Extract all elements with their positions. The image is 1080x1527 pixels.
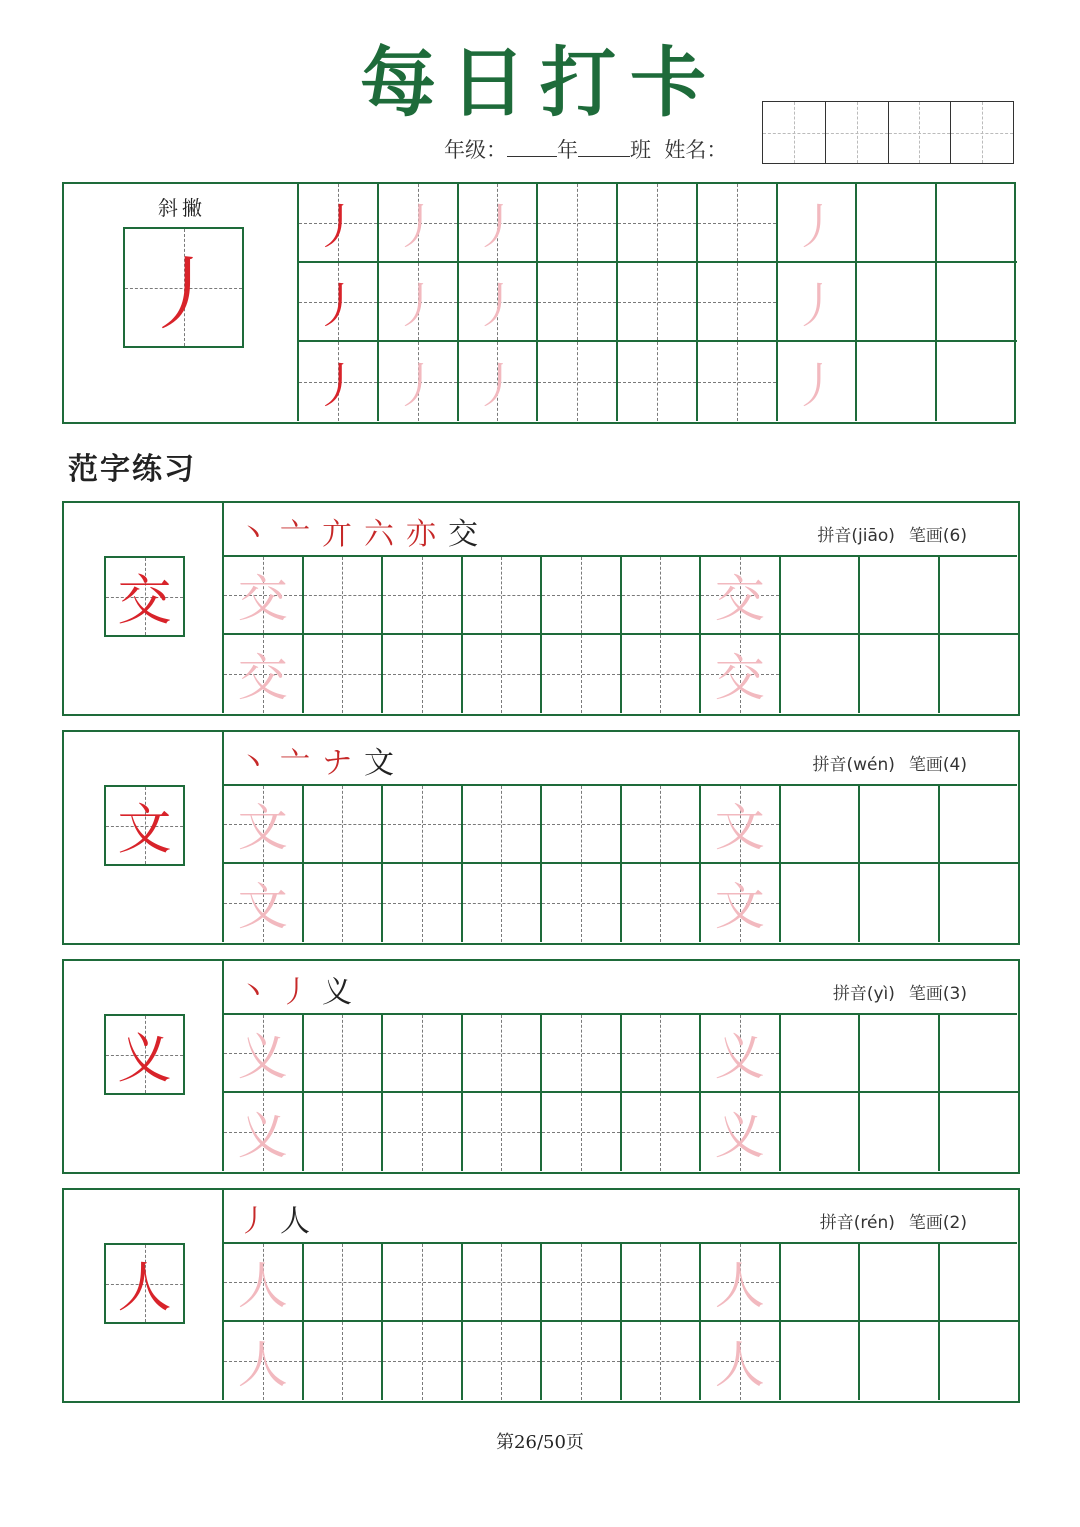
character-practice-cell[interactable] [701, 864, 781, 942]
character-sample-cell [104, 1014, 185, 1095]
stroke-trace-glyph: 丿 [313, 358, 362, 414]
character-practice-cell[interactable] [701, 557, 781, 635]
character-practice-cell[interactable] [781, 1093, 861, 1171]
trace-glyph: 人 [714, 1257, 765, 1315]
stroke-order-sequence [238, 967, 364, 1011]
character-practice-cell[interactable] [781, 557, 861, 635]
character-practice-cell[interactable] [304, 1015, 384, 1093]
stroke-practice-cell[interactable] [778, 263, 858, 342]
trace-glyph: 文 [237, 878, 288, 936]
name-grid[interactable] [762, 101, 1014, 164]
stroke-order-sequence [238, 738, 406, 782]
character-practice-cell[interactable] [224, 1093, 304, 1171]
character-practice-cell[interactable] [383, 1015, 463, 1093]
character-practice-panel [222, 961, 1017, 1171]
character-practice-cell[interactable] [304, 635, 384, 713]
stroke-practice-cell[interactable] [299, 342, 379, 421]
stroke-trace-glyph: 丿 [393, 278, 442, 334]
stroke-order-row [224, 961, 1017, 1015]
trace-glyph: 义 [714, 1028, 765, 1086]
stroke-practice-cell[interactable] [459, 342, 539, 421]
character-practice-cell[interactable] [383, 1093, 463, 1171]
character-practice-cell[interactable] [860, 1244, 940, 1322]
character-sample-glyph: 交 [117, 569, 172, 632]
section-title: 范字练习 [68, 452, 196, 487]
stroke-practice-cell[interactable] [937, 184, 1017, 263]
character-meta [813, 750, 968, 775]
stroke-order-step: 亠 [280, 746, 314, 781]
character-sample-glyph: 文 [117, 798, 172, 861]
stroke-trace-glyph: 丿 [473, 358, 522, 414]
character-practice-cell[interactable] [940, 635, 1020, 713]
character-practice-cell[interactable] [701, 786, 781, 864]
stroke-trace-glyph: 丿 [313, 199, 362, 255]
stroke-order-step: 义 [322, 975, 356, 1010]
character-block [62, 501, 1020, 716]
character-practice-cell[interactable] [542, 635, 622, 713]
character-practice-cell[interactable] [622, 557, 702, 635]
character-practice-cell[interactable] [701, 1322, 781, 1400]
trace-glyph: 交 [237, 570, 288, 628]
trace-glyph: 交 [237, 649, 288, 707]
stroke-trace-glyph: 丿 [473, 199, 522, 255]
stroke-name: 斜撇 [158, 196, 206, 220]
character-sample-cell [104, 1243, 185, 1324]
character-practice-cell[interactable] [860, 786, 940, 864]
pinyin-label: 拼音(rén) [819, 1213, 895, 1233]
character-practice-cell[interactable] [542, 1322, 622, 1400]
character-practice-cell[interactable] [940, 864, 1020, 942]
character-practice-cell[interactable] [304, 864, 384, 942]
character-practice-cell[interactable] [622, 1322, 702, 1400]
character-block [62, 730, 1020, 945]
year-unit: 年 [557, 138, 578, 162]
character-block [62, 1188, 1020, 1403]
character-sample-cell [104, 556, 185, 637]
trace-glyph: 文 [714, 799, 765, 857]
character-practice-cell[interactable] [383, 864, 463, 942]
trace-glyph: 义 [714, 1107, 765, 1165]
stroke-order-step: 丿 [238, 1204, 272, 1239]
character-meta [817, 521, 967, 546]
character-practice-cell[interactable] [781, 1322, 861, 1400]
name-cell[interactable] [889, 102, 952, 163]
character-practice-cell[interactable] [383, 1244, 463, 1322]
stroke-practice-cell[interactable] [778, 342, 858, 421]
character-practice-cell[interactable] [383, 786, 463, 864]
character-practice-cell[interactable] [622, 864, 702, 942]
trace-glyph: 文 [714, 878, 765, 936]
stroke-order-step: 交 [448, 517, 482, 552]
stroke-trace-glyph: 丿 [393, 358, 442, 414]
character-meta [833, 979, 967, 1004]
stroke-trace-glyph: 丿 [792, 278, 841, 334]
character-practice-cell[interactable] [383, 1322, 463, 1400]
stroke-sample-glyph: 丿 [143, 248, 224, 341]
stroke-practice-cell[interactable] [937, 263, 1017, 342]
character-practice-cell[interactable] [860, 635, 940, 713]
character-practice-cell[interactable] [304, 786, 384, 864]
stroke-practice-cell[interactable] [698, 184, 778, 263]
trace-glyph: 人 [237, 1336, 288, 1394]
stroke-count-label: 笔画(6) [908, 526, 967, 546]
stroke-order-row [224, 503, 1017, 557]
character-practice-cell[interactable] [622, 786, 702, 864]
character-practice-cell[interactable] [383, 635, 463, 713]
character-practice-cell[interactable] [224, 786, 304, 864]
character-sample-glyph: 义 [117, 1027, 172, 1090]
stroke-order-step: 人 [280, 1204, 314, 1239]
stroke-practice-cell[interactable] [778, 184, 858, 263]
character-practice-cell[interactable] [940, 557, 1020, 635]
trace-glyph: 义 [237, 1107, 288, 1165]
pinyin-label: 拼音(yì) [832, 984, 895, 1004]
stroke-order-step: ナ [322, 746, 356, 781]
character-practice-cell[interactable] [940, 1093, 1020, 1171]
stroke-trace-glyph: 丿 [792, 358, 841, 414]
stroke-trace-glyph: 丿 [792, 199, 841, 255]
stroke-practice-cell[interactable] [459, 184, 539, 263]
character-practice-cell[interactable] [304, 557, 384, 635]
trace-glyph: 交 [714, 570, 765, 628]
character-practice-cell[interactable] [701, 1015, 781, 1093]
character-practice-cell[interactable] [781, 864, 861, 942]
trace-glyph: 人 [237, 1257, 288, 1315]
character-meta [820, 1208, 967, 1233]
character-practice-cell[interactable] [383, 557, 463, 635]
character-practice-cell[interactable] [701, 1244, 781, 1322]
character-practice-panel [222, 503, 1017, 713]
character-practice-cell[interactable] [622, 1093, 702, 1171]
grade-blank[interactable] [507, 138, 557, 157]
character-practice-cell[interactable] [542, 786, 622, 864]
stroke-order-step: 亦 [406, 517, 440, 552]
character-practice-cell[interactable] [622, 1244, 702, 1322]
stroke-order-step: 亠 [280, 517, 314, 552]
character-practice-cell[interactable] [860, 1015, 940, 1093]
character-practice-cell[interactable] [463, 1015, 543, 1093]
stroke-practice-cell[interactable] [857, 263, 937, 342]
stroke-practice-cell[interactable] [618, 184, 698, 263]
character-practice-cell[interactable] [463, 557, 543, 635]
trace-glyph: 交 [714, 649, 765, 707]
stroke-sample-cell [123, 227, 244, 348]
stroke-order-step: 丶 [238, 746, 272, 781]
character-practice-cell[interactable] [304, 1322, 384, 1400]
character-practice-cell[interactable] [542, 1015, 622, 1093]
stroke-practice-cell[interactable] [538, 184, 618, 263]
stroke-practice-cell[interactable] [299, 263, 379, 342]
character-practice-cell[interactable] [781, 1244, 861, 1322]
stroke-count-label: 笔画(3) [908, 984, 967, 1004]
character-practice-cell[interactable] [622, 635, 702, 713]
character-practice-cell[interactable] [701, 1093, 781, 1171]
character-practice-cell[interactable] [940, 786, 1020, 864]
stroke-practice-cell[interactable] [379, 263, 459, 342]
stroke-practice-cell[interactable] [698, 342, 778, 421]
stroke-order-step: 文 [364, 746, 398, 781]
stroke-practice-cell[interactable] [618, 342, 698, 421]
character-practice-cell[interactable] [781, 786, 861, 864]
character-practice-cell[interactable] [622, 1015, 702, 1093]
stroke-practice-cell[interactable] [379, 184, 459, 263]
character-practice-cell[interactable] [224, 1244, 304, 1322]
character-practice-cell[interactable] [860, 864, 940, 942]
character-practice-cell[interactable] [463, 1093, 543, 1171]
stroke-trace-glyph: 丿 [473, 278, 522, 334]
name-cell[interactable] [826, 102, 889, 163]
name-cell[interactable] [763, 102, 826, 163]
stroke-order-row [224, 732, 1017, 786]
stroke-practice-cell[interactable] [698, 263, 778, 342]
character-practice-cell[interactable] [463, 635, 543, 713]
name-label: 姓名： [664, 138, 728, 162]
page-title: 每日打卡 [360, 38, 720, 127]
stroke-grid [297, 184, 1015, 421]
character-block [62, 959, 1020, 1174]
grade-label: 年级： [444, 138, 507, 162]
stroke-practice-cell[interactable] [538, 342, 618, 421]
stroke-practice-cell[interactable] [937, 342, 1017, 421]
character-practice-cell[interactable] [542, 1093, 622, 1171]
character-practice-cell[interactable] [860, 1093, 940, 1171]
character-practice-cell[interactable] [463, 786, 543, 864]
character-practice-cell[interactable] [940, 1322, 1020, 1400]
character-sample-glyph: 人 [117, 1256, 172, 1319]
stroke-practice-cell[interactable] [379, 342, 459, 421]
stroke-trace-glyph: 丿 [313, 278, 362, 334]
page-footer: 第26/50页 [496, 1432, 584, 1453]
stroke-order-step: 丶 [238, 975, 272, 1010]
character-practice-cell[interactable] [224, 1322, 304, 1400]
character-practice-cell[interactable] [224, 635, 304, 713]
character-practice-cell[interactable] [304, 1244, 384, 1322]
stroke-trace-glyph: 丿 [393, 199, 442, 255]
stroke-order-sequence [238, 509, 490, 553]
character-practice-cell[interactable] [940, 1015, 1020, 1093]
stroke-practice-cell[interactable] [299, 184, 379, 263]
stroke-order-step: 六 [364, 517, 398, 552]
trace-glyph: 文 [237, 799, 288, 857]
stroke-practice-box [62, 182, 1016, 424]
pinyin-label: 拼音(wén) [812, 755, 895, 775]
character-practice-cell[interactable] [542, 864, 622, 942]
stroke-order-step: 丿 [280, 975, 314, 1010]
trace-glyph: 义 [237, 1028, 288, 1086]
stroke-order-step: 丶 [238, 517, 272, 552]
character-practice-cell[interactable] [860, 557, 940, 635]
character-practice-cell[interactable] [701, 635, 781, 713]
character-practice-cell[interactable] [224, 1015, 304, 1093]
stroke-order-sequence [238, 1196, 322, 1240]
character-practice-cell[interactable] [463, 1322, 543, 1400]
character-practice-cell[interactable] [542, 1244, 622, 1322]
class-blank[interactable] [578, 138, 630, 157]
character-practice-cell[interactable] [224, 864, 304, 942]
student-info [444, 134, 727, 164]
stroke-count-label: 笔画(2) [908, 1213, 967, 1233]
character-practice-cell[interactable] [463, 864, 543, 942]
stroke-practice-cell[interactable] [618, 263, 698, 342]
character-practice-cell[interactable] [860, 1322, 940, 1400]
stroke-order-step: 亣 [322, 517, 356, 552]
stroke-count-label: 笔画(4) [908, 755, 967, 775]
stroke-practice-cell[interactable] [459, 263, 539, 342]
character-practice-cell[interactable] [542, 557, 622, 635]
stroke-order-row [224, 1190, 1017, 1244]
character-practice-cell[interactable] [463, 1244, 543, 1322]
stroke-practice-cell[interactable] [857, 342, 937, 421]
class-unit: 班 [630, 138, 651, 162]
character-sample-cell [104, 785, 185, 866]
character-practice-cell[interactable] [224, 557, 304, 635]
character-practice-cell[interactable] [940, 1244, 1020, 1322]
character-practice-panel [222, 732, 1017, 942]
character-practice-cell[interactable] [781, 635, 861, 713]
trace-glyph: 人 [714, 1336, 765, 1394]
character-practice-cell[interactable] [781, 1015, 861, 1093]
pinyin-label: 拼音(jiāo) [817, 526, 895, 546]
name-cell[interactable] [951, 102, 1013, 163]
character-practice-panel [222, 1190, 1017, 1400]
stroke-practice-cell[interactable] [538, 263, 618, 342]
stroke-practice-cell[interactable] [857, 184, 937, 263]
character-practice-cell[interactable] [304, 1093, 384, 1171]
